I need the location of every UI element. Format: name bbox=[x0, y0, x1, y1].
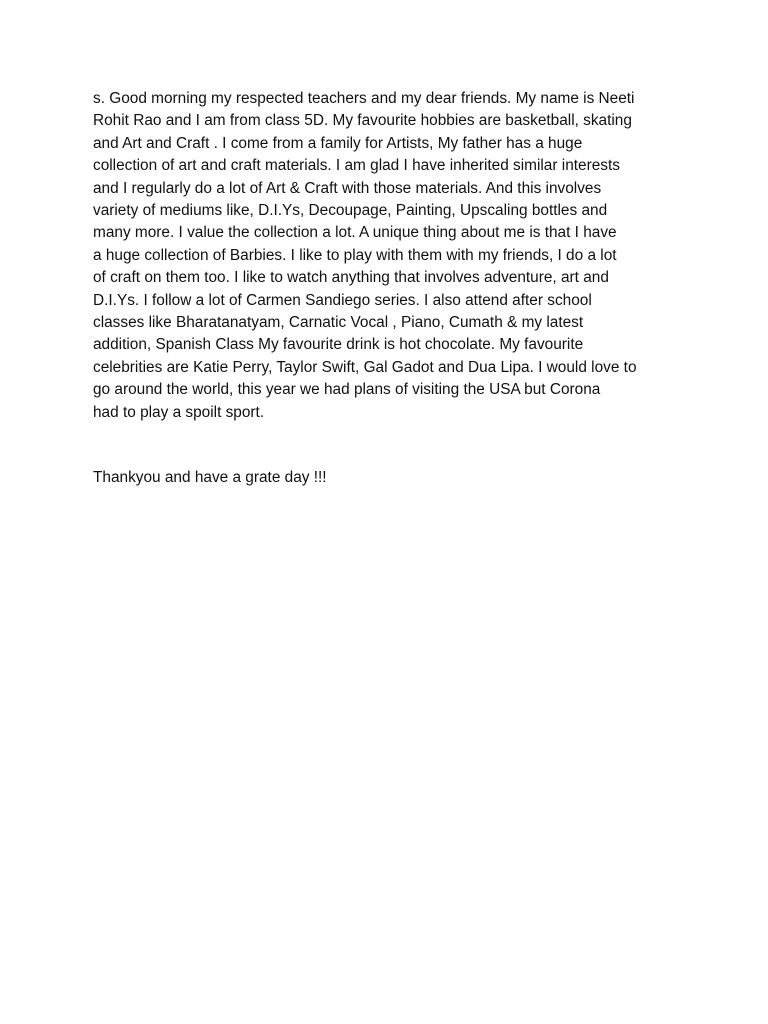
paragraph-line: had to play a spoilt sport. bbox=[93, 403, 265, 421]
closing-line: Thankyou and have a grate day !!! bbox=[93, 469, 327, 486]
paragraph-line: Rohit Rao and I am from class 5D. My favourite hobbies are basketball, skating bbox=[93, 112, 632, 130]
paragraph-line: classes like Bharatanatyam, Carnatic Vocal , Piano, Cumath & my latest bbox=[93, 314, 584, 332]
paragraph-line: and Art and Craft . I come from a family for Artists, My father has a huge bbox=[93, 134, 583, 152]
paragraph-line: of craft on them too. I like to watch anything that involves adventure, art and bbox=[93, 269, 609, 287]
paragraph-line: many more. I value the collection a lot. A unique thing about me is that I have bbox=[93, 224, 617, 242]
paragraph-line: and I regularly do a lot of Art & Craft with those materials. And this involves bbox=[93, 179, 602, 197]
paragraph-line: collection of art and craft materials. I am glad I have inherited similar interests bbox=[93, 157, 620, 175]
paragraph-line: variety of mediums like, D.I.Ys, Decoupage, Painting, Upscaling bottles and bbox=[93, 202, 608, 220]
speech-paragraph bbox=[93, 88, 683, 424]
paragraph-line: go around the world, this year we had plans of visiting the USA but Corona bbox=[93, 381, 601, 399]
paragraph-line: celebrities are Katie Perry, Taylor Swift, Gal Gadot and Dua Lipa. I would love to bbox=[93, 358, 637, 376]
paragraph-line: s. Good morning my respected teachers and my dear friends. My name is Neeti bbox=[93, 90, 635, 107]
paragraph-line: addition, Spanish Class My favourite drink is hot chocolate. My favourite bbox=[93, 336, 584, 354]
paragraph-line: a huge collection of Barbies. I like to play with them with my friends, I do a lot bbox=[93, 246, 617, 264]
paragraph-line: D.I.Ys. I follow a lot of Carmen Sandiego series. I also attend after school bbox=[93, 291, 592, 309]
